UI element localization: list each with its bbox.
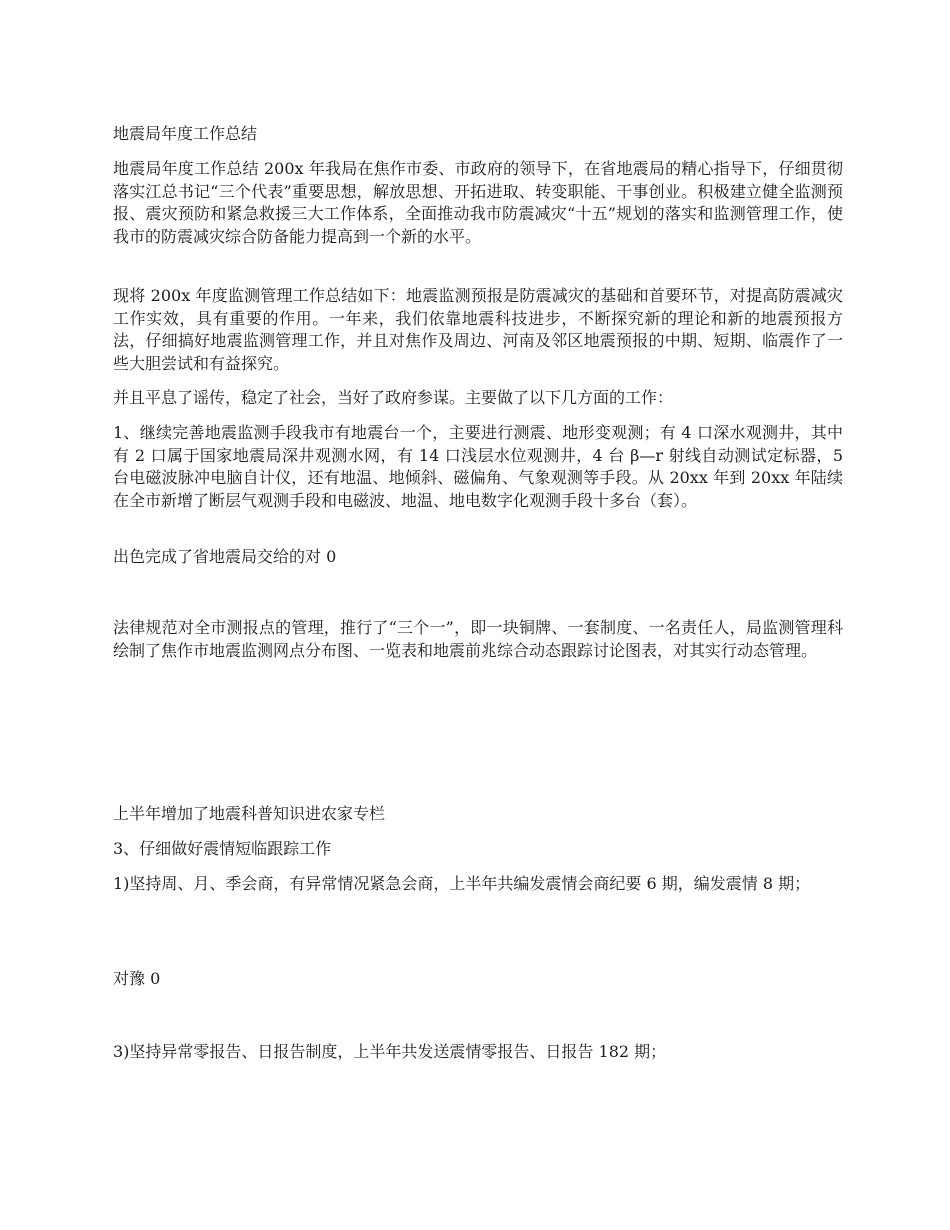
paragraph-science-column: 上半年增加了地震科普知识进农家专栏 bbox=[113, 804, 386, 823]
list-item-3: 3)坚持异常零报告、日报告制度，上半年共发送震情零报告、日报告 182 期； bbox=[113, 1042, 667, 1061]
paragraph-henan-fragment: 对豫 0 bbox=[113, 969, 161, 988]
paragraph-station-management: 法律规范对全市测报点的管理，推行了“三个一”，即一块铜牌、一套制度、一名责任人，局监测管理科绘制了焦作市地震监测网点分布图、一览表和地震前兆综合动态跟踪讨论图表，对其实行动态管理。 bbox=[113, 618, 843, 660]
list-item-1: 1)坚持周、月、季会商，有异常情况紧急会商，上半年共编发震情会商纪要 6 期，编发震情 8 期； bbox=[113, 874, 811, 893]
paragraph-summary-intro: 地震局年度工作总结 200x 年我局在焦作市委、市政府的领导下，在省地震局的精心指导下，仔细贯彻落实江总书记“三个代表”重要思想，解放思想、开拓进取、转变职能、干事创业。积极建立健全监测预报、震灾预防和紧急救援三大工作体系，全面推动我市防震减灾“十五”规划的落实和监测管理工作，使我市的防震减灾综合防备能力提高到一个新的水平。 bbox=[113, 159, 843, 246]
paragraph-monitoring-summary: 现将 200x 年度监测管理工作总结如下：地震监测预报是防震减灾的基础和首要环节，对提高防震减灾工作实效，具有重要的作用。一年来，我们依靠地震科技进步，不断探究新的理论和新的地震预报方法，仔细搞好地震监测管理工作，并且对焦作及周边、河南及邻区地震预报的中期、短期、临震作了一些大胆尝试和有益探究。 bbox=[113, 286, 843, 373]
section-heading-3: 3、仔细做好震情短临跟踪工作 bbox=[113, 839, 332, 858]
paragraph-rumor-calming: 并且平息了谣传，稳定了社会，当好了政府参谋。主要做了以下几方面的工作： bbox=[113, 388, 674, 407]
paragraph-task-completed: 出色完成了省地震局交给的对 0 bbox=[113, 547, 337, 566]
document-title: 地震局年度工作总结 bbox=[113, 124, 258, 143]
paragraph-monitoring-means: 1、继续完善地震监测手段我市有地震台一个，主要进行测震、地形变观测；有 4 口深水观测井，其中有 2 口属于国家地震局深井观测水网，有 14 口浅层水位观测井，4 台 β—r 射线自动测试定标器，5 台电磁波脉冲电脑自计仪，还有地温、地倾斜、磁偏角、气象观测等手段。从 20xx 年到 20xx 年陆续在全市新增了断层气观测手段和电磁波、地温、地电数字化观测手段十多台（套）。 bbox=[113, 423, 843, 510]
